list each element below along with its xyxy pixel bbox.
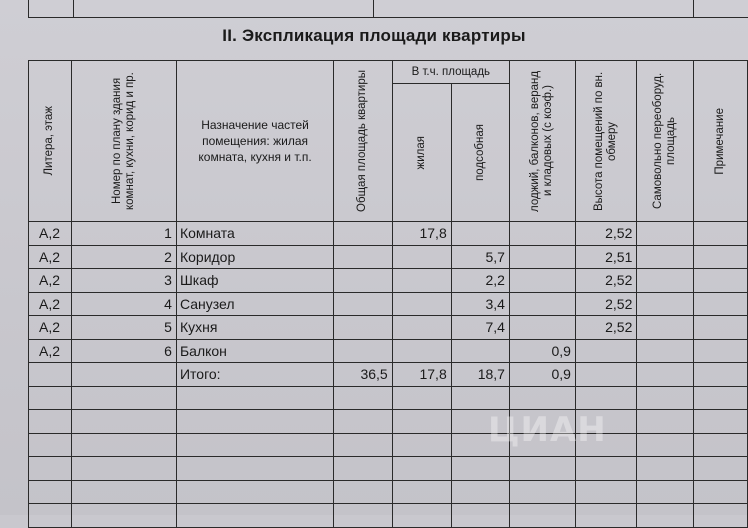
header-self-equipped: Самовольно переоборуд. площадь [637, 61, 694, 222]
header-incl-area: В т.ч. площадь [392, 61, 509, 84]
totals-row: Итого: 36,5 17,8 18,7 0,9 [29, 363, 748, 387]
header-loggias: лоджий, балконов, веранд и кладовых (с коэф.) [509, 61, 575, 222]
header-auxiliary: подсобная [451, 84, 509, 222]
empty-row [29, 433, 748, 457]
table-row: А,2 6 Балкон 0,9 [29, 339, 748, 363]
header-total-area: Общая площадь квартиры [334, 61, 393, 222]
watermark-logo: ЦИАН [488, 410, 607, 450]
page-title: II. Экспликация площади квартиры [222, 26, 526, 45]
empty-row [29, 386, 748, 410]
header-note: Примечание [694, 61, 748, 222]
table-row: А,2 4 Санузел 3,4 2,52 [29, 292, 748, 316]
table-row: А,2 3 Шкаф 2,2 2,52 [29, 269, 748, 293]
empty-row [29, 457, 748, 481]
empty-row [29, 480, 748, 504]
empty-row [29, 410, 748, 434]
header-living: жилая [392, 84, 451, 222]
header-height: Высота помещений по вн. обмеру [575, 61, 636, 222]
explication-table [28, 60, 748, 528]
table-row: А,2 2 Коридор 5,7 2,51 [29, 245, 748, 269]
header-room-number: Номер по плану здания комнат, кухни, корид и пр. [71, 61, 176, 222]
table-row: А,2 5 Кухня 7,4 2,52 [29, 316, 748, 340]
previous-table-fragment [28, 0, 748, 18]
table-row: А,2 1 Комната 17,8 2,52 [29, 222, 748, 246]
header-litera: Литера, этаж [29, 61, 72, 222]
empty-row [29, 504, 748, 528]
header-purpose: Назначение частей помещения: жилая комната, кухня и т.п. [176, 61, 333, 222]
